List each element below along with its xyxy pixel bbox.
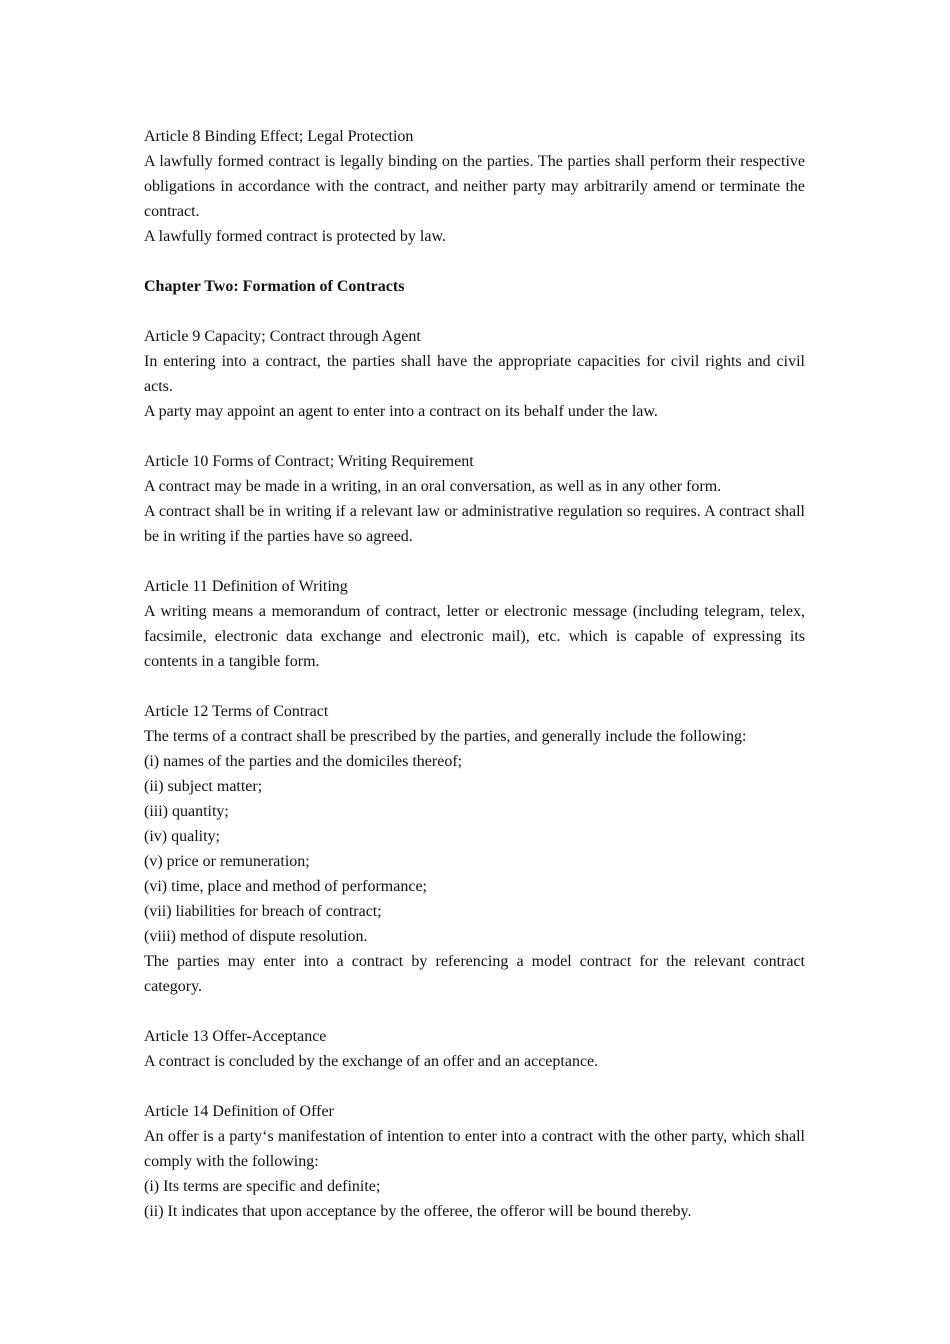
article-9-heading: Article 9 Capacity; Contract through Agent (144, 328, 421, 345)
list-item: (i) Its terms are specific and definite; (144, 1178, 381, 1195)
list-item: (v) price or remuneration; (144, 853, 310, 870)
spacer (144, 999, 805, 1024)
spacer (144, 424, 805, 449)
document-page (144, 124, 805, 1224)
article-10-heading: Article 10 Forms of Contract; Writing Requirement (144, 453, 474, 470)
list-item: (viii) method of dispute resolution. (144, 928, 368, 945)
list-item: (iii) quantity; (144, 803, 229, 820)
article-8-paragraph-1: A lawfully formed contract is legally binding on the parties. The parties shall perform their respective obligations in accordance with the contract, and neither party may arbitrarily amend or terminate the contract. (144, 153, 805, 220)
article-14-heading: Article 14 Definition of Offer (144, 1103, 334, 1120)
list-item: (iv) quality; (144, 828, 220, 845)
chapter-two-heading: Chapter Two: Formation of Contracts (144, 278, 405, 295)
spacer (144, 674, 805, 699)
spacer (144, 1074, 805, 1099)
article-12-paragraph-2: The parties may enter into a contract by referencing a model contract for the relevant contract category. (144, 953, 805, 995)
article-8-heading: Article 8 Binding Effect; Legal Protection (144, 128, 414, 145)
article-8-paragraph-2: A lawfully formed contract is protected by law. (144, 228, 446, 245)
article-10-paragraph-2: A contract shall be in writing if a relevant law or administrative regulation so requires. A contract shall be in writing if the parties have so agreed. (144, 503, 805, 545)
article-11-paragraph-1: A writing means a memorandum of contract, letter or electronic message (including telegram, telex, facsimile, electronic data exchange and electronic mail), etc. which is capable of expressing its contents in a tangible form. (144, 603, 805, 670)
list-item: (vii) liabilities for breach of contract; (144, 903, 382, 920)
spacer (144, 299, 805, 324)
article-9-paragraph-2: A party may appoint an agent to enter into a contract on its behalf under the law. (144, 403, 658, 420)
list-item: (i) names of the parties and the domiciles thereof; (144, 753, 463, 770)
article-12-heading: Article 12 Terms of Contract (144, 703, 329, 720)
article-13-paragraph-1: A contract is concluded by the exchange of an offer and an acceptance. (144, 1053, 599, 1070)
article-11-heading: Article 11 Definition of Writing (144, 578, 348, 595)
list-item: (ii) It indicates that upon acceptance by the offeree, the offeror will be bound thereby. (144, 1203, 692, 1220)
spacer (144, 249, 805, 274)
article-12-paragraph-1: The terms of a contract shall be prescribed by the parties, and generally include the following: (144, 728, 747, 745)
article-10-paragraph-1: A contract may be made in a writing, in an oral conversation, as well as in any other form. (144, 478, 722, 495)
list-item: (ii) subject matter; (144, 778, 263, 795)
list-item: (vi) time, place and method of performance; (144, 878, 427, 895)
article-14-paragraph-1: An offer is a party‘s manifestation of intention to enter into a contract with the other party, which shall comply with the following: (144, 1128, 805, 1170)
article-9-paragraph-1: In entering into a contract, the parties shall have the appropriate capacities for civil rights and civil acts. (144, 353, 805, 395)
article-13-heading: Article 13 Offer-Acceptance (144, 1028, 327, 1045)
spacer (144, 549, 805, 574)
